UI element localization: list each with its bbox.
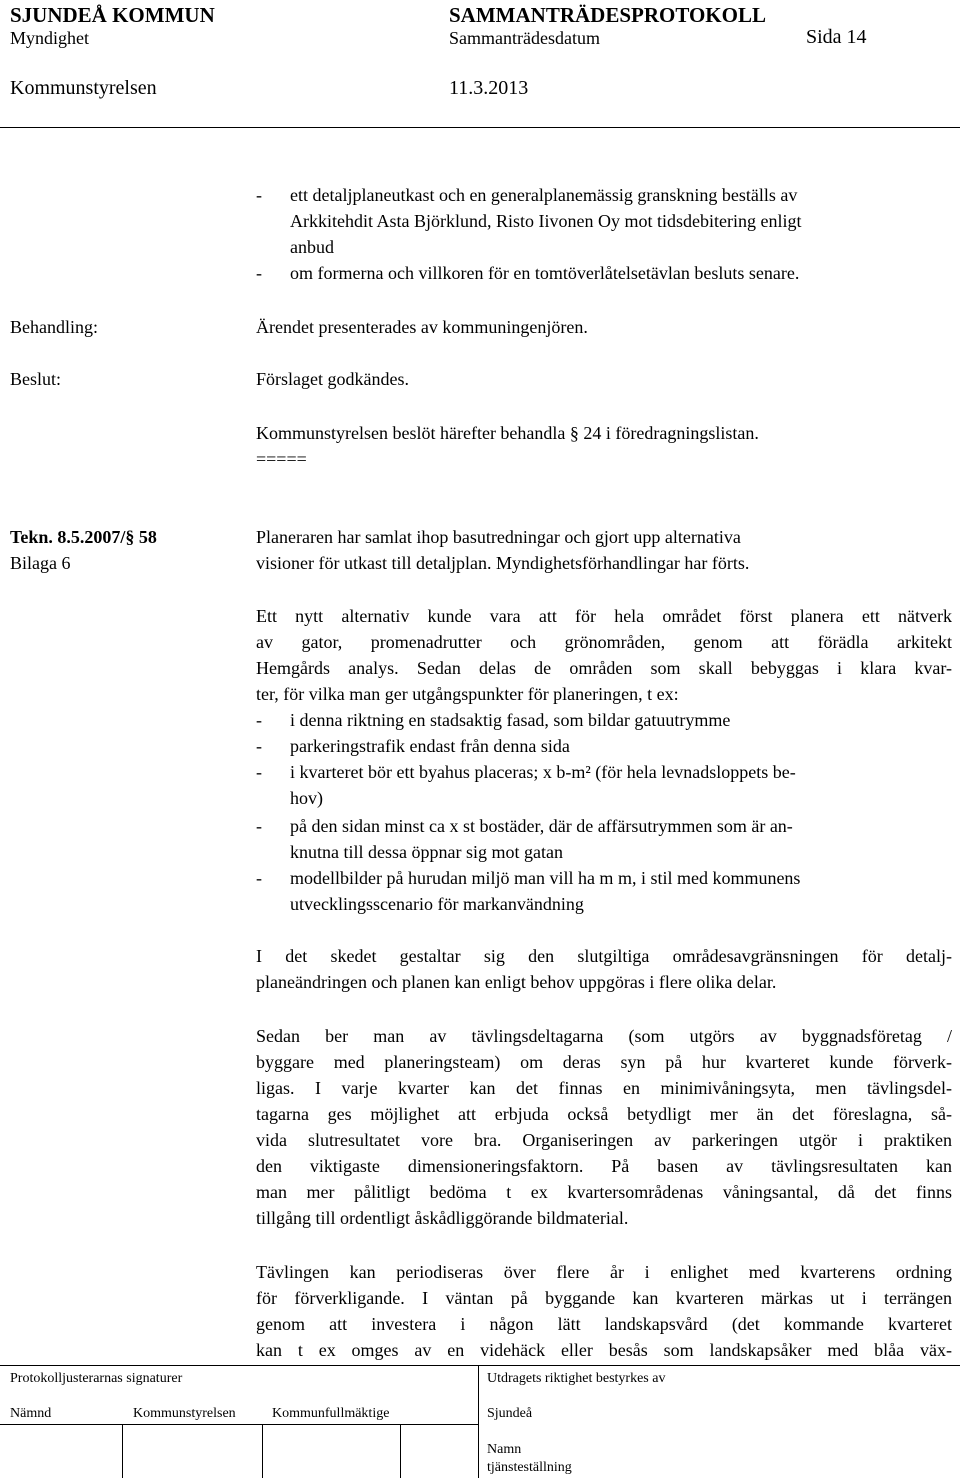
signatures-label: Protokolljusterarnas signaturer xyxy=(10,1371,183,1386)
attachment-label: Bilaga 6 xyxy=(10,553,71,573)
page-number: Sida 14 xyxy=(806,26,867,48)
board-note: Kommunstyrelsen beslöt härefter behandla § 24 i föredragningslistan. xyxy=(256,423,759,443)
municipality-name: SJUNDEÅ KOMMUN xyxy=(10,3,215,27)
header-divider xyxy=(0,127,960,128)
footer-col-council: Kommunfullmäktige xyxy=(272,1406,390,1421)
intro-paragraph: Planeraren har samlat ihop basutredningar och gjort upp alternativa visioner för utkast till detaljplan. Myndighetsförhandlingar har förts. xyxy=(256,527,750,573)
signature-box-divider xyxy=(122,1424,123,1478)
footer-top-rule xyxy=(0,1365,960,1366)
decision-label: Beslut: xyxy=(10,369,62,389)
extract-label: Utdragets riktighet bestyrkes av xyxy=(487,1371,666,1386)
footer-name-label: Namn xyxy=(487,1442,522,1457)
footer-col-board: Kommunstyrelsen xyxy=(133,1406,236,1421)
footer-col-namnd: Nämnd xyxy=(10,1406,52,1421)
footer-position-label: tjänsteställning xyxy=(487,1460,572,1475)
footer-divider xyxy=(478,1365,479,1478)
paragraph-alternative: Ett nytt alternativ kunde vara att för hela området först planera ett nätverk av gator, promenadrutter och grönområden, genom att förädla arkitekt Hemgårds analys. Sedan delas de områden som skall bebyggas i klara kvar- ter, för vilka man ger utgångspunkter för planeringen, t ex: xyxy=(256,606,952,704)
decision-text: Förslaget godkändes. xyxy=(256,369,409,389)
meeting-date: 11.3.2013 xyxy=(449,77,529,99)
paragraph-periodisation: Tävlingen kan periodiseras över flere år i enlighet med kvarterens ordning för förverkligande. I väntan på byggande kan kvarteren märkas ut i terrängen genom att investera i någon lätt landskapsvård (det kommande kvarteret kan t ex omges av en videhäck eller besås som landskapsåker med blåa väx- xyxy=(256,1262,952,1360)
meeting-date-label: Sammanträdesdatum xyxy=(449,28,600,48)
footer-place: Sjundeå xyxy=(487,1406,533,1421)
paragraph-competition: Sedan ber man av tävlingsdeltagarna (som utgörs av byggnadsföretag / byggare med planeringsteam) om deras syn på hur kvarteret kunde förverk- ligas. I varje kvarter kan det finnas en minimivåningsyta, men tävlingsdel- tagarna ges möjlighet att erbjuda också betydligt mer än det föreslagna, så- vida slutresultatet vore bra. Organiseringen av parkeringen utgör i praktiken den viktigaste dimensioneringsfaktorn. På basen av tävlingsresultaten kan man mer pålitligt bedöma t ex kvartersområdenas våningsantal, då det finns tillgång till ordentligt åskådliggörande bildmaterial. xyxy=(256,1026,952,1228)
separator: ===== xyxy=(256,449,307,469)
authority-name: Kommunstyrelsen xyxy=(10,77,157,99)
item-reference: Tekn. 8.5.2007/§ 58 xyxy=(10,527,157,547)
treatment-label: Behandling: xyxy=(10,317,98,337)
treatment-text: Ärendet presenterades av kommuningenjören. xyxy=(256,317,588,337)
footer-signature-rule xyxy=(0,1424,478,1425)
signature-box-divider xyxy=(400,1424,401,1478)
protocol-title: SAMMANTRÄDESPROTOKOLL xyxy=(449,3,766,27)
signature-box-divider xyxy=(262,1424,263,1478)
authority-label: Myndighet xyxy=(10,28,89,48)
paragraph-delimitation: I det skedet gestaltar sig den slutgiltiga områdesavgränsningen för detalj- planeändringen och planen kan enligt behov uppgöras i flere olika delar. xyxy=(256,946,952,992)
